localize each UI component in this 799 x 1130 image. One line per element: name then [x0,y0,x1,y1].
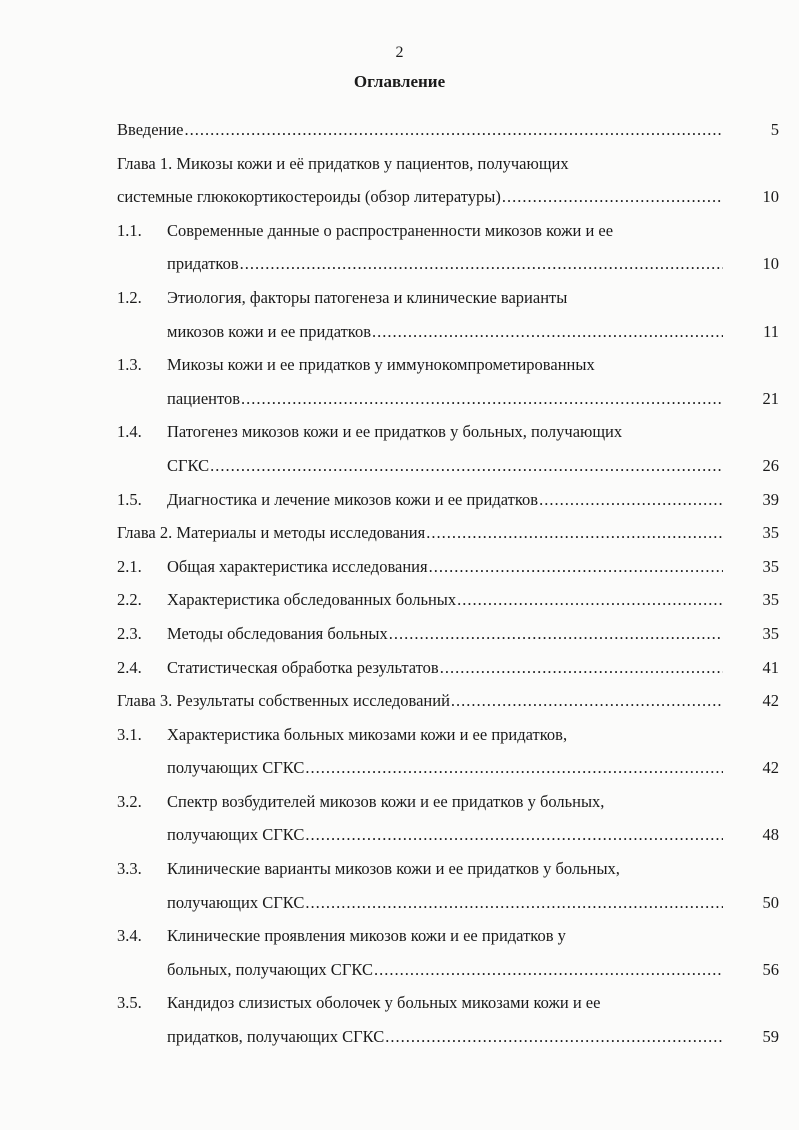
toc-entry-line [117,751,779,785]
toc-leader-dots [241,382,723,416]
toc-entry-title: получающих СГКС [167,825,305,845]
toc-entry-title: Патогенез микозов кожи и ее придатков у больных, получающих [167,422,623,442]
toc-entry-title: больных, получающих СГКС [167,959,373,979]
toc-entry-line [117,852,757,886]
toc-entry-line [117,449,779,483]
toc-entry-title: Общая характеристика исследования [167,556,428,576]
toc-entry-line [117,247,779,281]
toc-entry-page: 39 [762,489,779,509]
toc-entry-page: 35 [762,590,779,610]
toc-entry-title: системные глюкокортикостероиды (обзор литературы) [117,187,501,207]
toc-leader-dots [451,684,723,718]
toc-entry-title: Методы обследования больных [167,623,388,643]
toc-entry-title: Характеристика больных микозами кожи и ее придатков, [167,724,568,744]
toc-entry-page: 26 [762,455,779,475]
toc-entry-page: 59 [762,1027,779,1047]
toc-leader-dots [240,247,723,281]
toc-entry-title: Глава 3. Результаты собственных исследований [117,691,450,711]
toc-entry-line [117,483,779,517]
toc-entry-title: придатков, получающих СГКС [167,1027,385,1047]
toc-entry-line [117,919,757,953]
toc-entry-title: Спектр возбудителей микозов кожи и ее придатков у больных, [167,791,605,811]
toc-entry-line [117,415,757,449]
toc-entry-title: получающих СГКС [167,892,305,912]
toc-leader-dots [305,886,723,920]
toc-leader-dots [457,583,723,617]
toc-entry-title: Клинические варианты микозов кожи и ее придатков у больных, [167,859,620,879]
toc-leader-dots [502,180,723,214]
toc-entry-title: Диагностика и лечение микозов кожи и ее придатков [167,489,539,509]
toc-entry-title: микозов кожи и ее придатков [167,321,372,341]
toc-entry-line [117,953,779,987]
toc-entry-line [117,113,779,147]
toc-leader-dots [539,483,723,517]
toc-entry-title: Кандидоз слизистых оболочек у больных микозами кожи и ее [167,993,601,1013]
toc-leader-dots [385,1020,723,1054]
toc-entry-number: 1.4. [117,422,142,442]
toc-entry-line [117,818,779,852]
toc-leader-dots [305,751,723,785]
toc-entry-number: 3.4. [117,926,142,946]
toc-entry-line [117,214,757,248]
toc-leader-dots [389,617,723,651]
toc-entry-title: Характеристика обследованных больных [167,590,457,610]
toc-entry-line [117,785,757,819]
page-number: 2 [395,44,404,61]
toc-entry-title: Глава 1. Микозы кожи и её придатков у пациентов, получающих [117,153,569,173]
toc-entry-title: получающих СГКС [167,758,305,778]
toc-leader-dots [429,550,723,584]
toc-entry-page: 50 [762,892,779,912]
toc-leader-dots [210,449,723,483]
toc-entry-line [117,583,779,617]
toc-entry-line [117,718,757,752]
toc-entry-page: 10 [762,187,779,207]
toc-entry-number: 3.5. [117,993,142,1013]
toc-entry-line [117,1020,779,1054]
toc-leader-dots [374,953,723,987]
toc-entry-line [117,886,779,920]
toc-entry-page: 35 [762,523,779,543]
toc-entry-number: 2.4. [117,657,142,677]
toc-entry-line [117,684,779,718]
toc-leader-dots [372,315,723,349]
toc-entry-line [117,382,779,416]
toc-entry-title: Современные данные о распространенности микозов кожи и ее [167,220,614,240]
toc-entry-title: придатков [167,254,239,274]
toc-entry-page: 42 [762,758,779,778]
toc-entry-page: 5 [770,120,779,139]
toc-entry-number: 3.2. [117,791,142,811]
toc-entry-page: 10 [762,254,779,274]
toc-entry-title: пациентов [167,388,241,408]
toc-entry-title: Глава 2. Материалы и методы исследования [117,523,426,543]
toc-entry-line [117,986,757,1020]
toc-entry-line [117,147,757,181]
toc-entry-number: 2.1. [117,556,142,576]
toc-entry-page: 48 [762,825,779,845]
toc-title: Оглавление [353,72,446,91]
toc-entry-page: 56 [762,959,779,979]
toc-entry-title: Введение [117,120,184,139]
toc-entry-line [117,315,779,349]
toc-entry-number: 1.1. [117,220,142,240]
toc-entry-page: 11 [763,321,779,341]
toc-entry-line [117,550,779,584]
toc-entry-number: 2.3. [117,623,142,643]
toc-entry-line [117,281,757,315]
toc-entry-page: 42 [762,691,779,711]
toc-entry-title: Клинические проявления микозов кожи и ее придатков у [167,926,566,946]
toc-entry-line [117,180,779,214]
toc-entry-number: 1.3. [117,355,142,375]
toc-entry-number: 3.3. [117,859,142,879]
toc-entry-number: 3.1. [117,724,142,744]
toc-leader-dots [426,516,723,550]
toc-entry-page: 35 [762,556,779,576]
toc-entry-title: Этиология, факторы патогенеза и клинические варианты [167,287,568,307]
toc-entry-number: 2.2. [117,590,142,610]
toc-entry-title: Микозы кожи и ее придатков у иммунокомпрометированных [167,355,595,375]
toc-entry-line [117,348,757,382]
toc-entry-page: 21 [762,388,779,408]
table-of-contents [117,113,779,1054]
toc-leader-dots [305,818,723,852]
toc-entry-line [117,516,779,550]
toc-leader-dots [185,113,723,147]
toc-entry-number: 1.5. [117,489,142,509]
toc-entry-title: Статистическая обработка результатов [167,657,439,677]
toc-entry-line [117,651,779,685]
toc-entry-title: СГКС [167,455,210,475]
toc-entry-line [117,617,779,651]
toc-entry-page: 35 [762,623,779,643]
toc-entry-page: 41 [762,657,779,677]
toc-entry-number: 1.2. [117,287,142,307]
toc-leader-dots [440,651,723,685]
